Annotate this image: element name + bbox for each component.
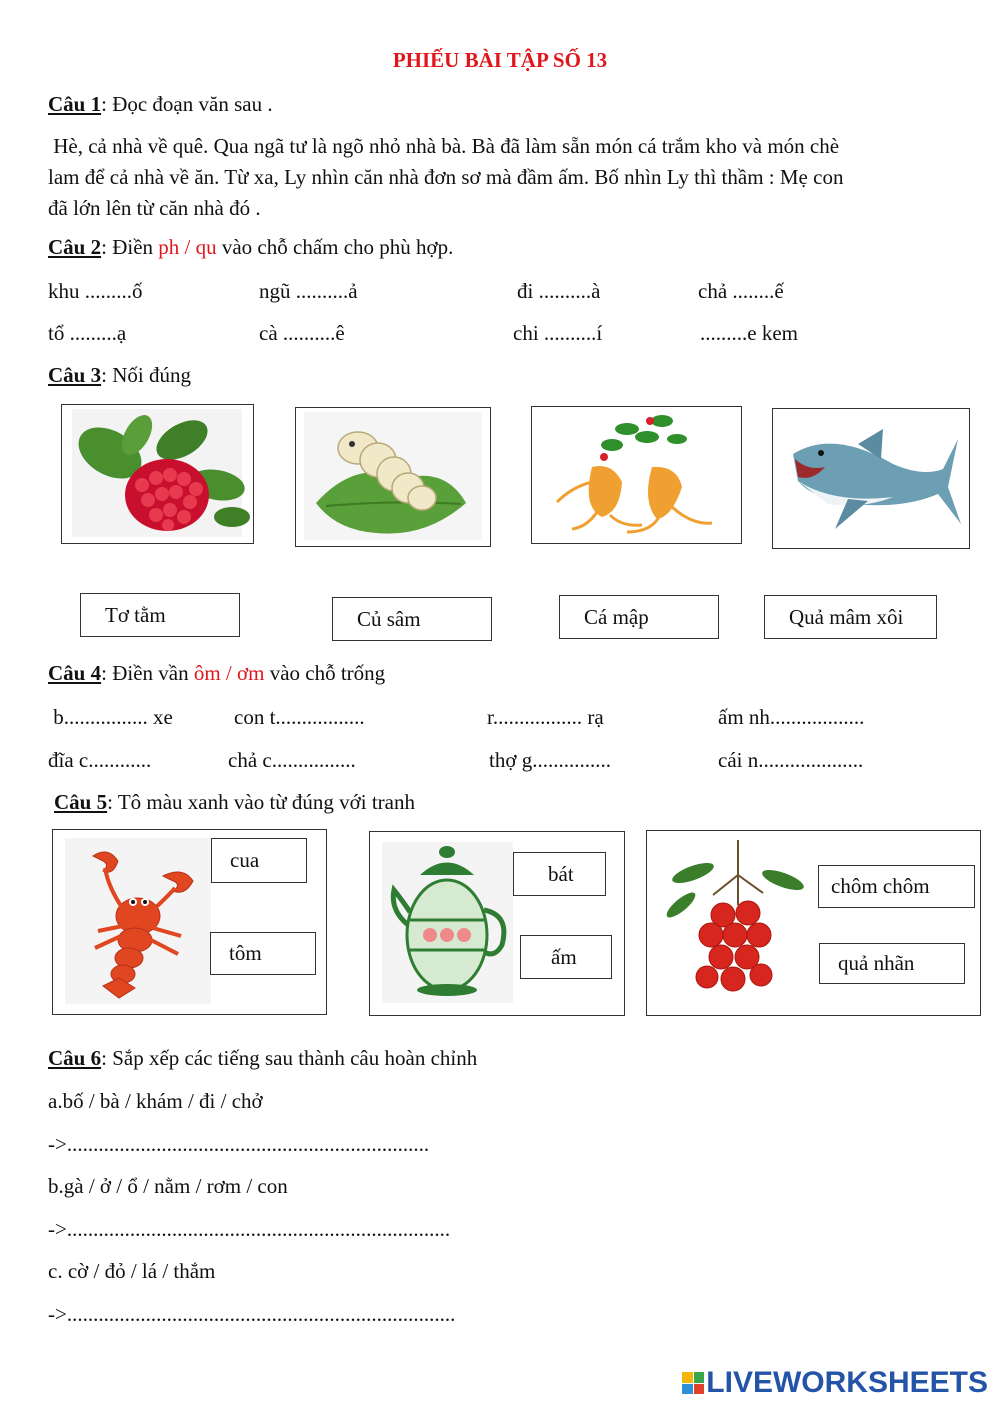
answer-line[interactable]: ->..........................................................................	[48, 1302, 456, 1326]
liveworksheets-logo	[682, 1366, 988, 1400]
rambutan-icon	[653, 835, 813, 1010]
blank-item[interactable]: r................. rạ	[487, 705, 604, 729]
word-box-cu-sam[interactable]: Củ sâm	[332, 597, 492, 641]
raspberry-icon	[62, 405, 253, 543]
liveworksheets-icon	[682, 1372, 704, 1394]
question-6-instruction: : Sắp xếp các tiếng sau thành câu hoàn chỉnh	[101, 1046, 478, 1070]
answer-line[interactable]: ->.....................................................................	[48, 1132, 430, 1156]
question-1-instruction: : Đọc đoạn văn sau .	[101, 92, 273, 116]
question-6-heading	[48, 1046, 477, 1071]
word-box-ca-map[interactable]: Cá mập	[559, 595, 719, 639]
question-2-label: Câu 2	[48, 235, 102, 259]
question-1-label: Câu 1	[48, 92, 102, 116]
blank-item[interactable]: cái n....................	[718, 748, 864, 772]
blank-item[interactable]: con t.................	[234, 705, 365, 729]
blank-item[interactable]: cà ..........ê	[259, 321, 345, 345]
option-am[interactable]: ấm	[520, 935, 612, 979]
question-2-highlight: ph / qu	[158, 235, 217, 259]
blank-item[interactable]: chả ........ế	[698, 279, 784, 303]
panel-teapot	[369, 831, 625, 1016]
page-title: PHIẾU BÀI TẬP SỐ 13	[392, 48, 608, 72]
blank-item[interactable]: thợ g...............	[489, 748, 611, 772]
question-6-label: Câu 6	[48, 1046, 102, 1070]
blank-item[interactable]: b................ xe	[48, 705, 173, 729]
panel-lobster	[52, 829, 327, 1015]
question-4-highlight: ôm / ơm	[193, 661, 265, 685]
blank-item[interactable]: chi ..........í	[513, 321, 603, 345]
shark-image[interactable]	[772, 408, 970, 549]
question-5-instruction: : Tô màu xanh vào từ đúng với tranh	[107, 790, 415, 814]
word-box-qua-mam-xoi[interactable]: Quả mâm xôi	[764, 595, 937, 639]
passage-line: lam để cả nhà về ăn. Từ xa, Ly nhìn căn nhà đơn sơ mà đầm ấm. Bố nhìn Ly thì thầm : Mẹ con	[48, 165, 844, 189]
answer-line[interactable]: ->.........................................................................	[48, 1217, 451, 1241]
silkworm-image[interactable]	[295, 407, 491, 547]
question-2-heading	[48, 235, 453, 260]
passage-line: Hè, cả nhà về quê. Qua ngã tư là ngõ nhỏ nhà bà. Bà đã làm sẵn món cá trắm kho và món chè	[48, 134, 840, 158]
question-5-heading	[54, 790, 415, 815]
question-5-label: Câu 5	[54, 790, 108, 814]
question-2-text-after: vào chỗ chấm cho phù hợp.	[216, 235, 454, 259]
blank-item[interactable]: khu .........ố	[48, 279, 143, 303]
blank-item[interactable]: đi ..........à	[517, 279, 601, 303]
question-4-text-after: vào chỗ trống	[264, 661, 386, 685]
question-4-heading	[48, 661, 385, 686]
brand-name: LIVEWORKSHEETS	[706, 1366, 988, 1399]
sentence-prompt: a.bố / bà / khám / đi / chở	[48, 1089, 263, 1113]
question-1-heading	[48, 92, 273, 117]
panel-rambutan	[646, 830, 981, 1016]
lobster-icon	[63, 836, 213, 1006]
option-qua-nhan[interactable]: quả nhãn	[819, 943, 965, 984]
blank-item[interactable]: tổ .........ạ	[48, 321, 127, 345]
blank-item[interactable]: ngũ ..........ả	[259, 279, 358, 303]
question-2-text: : Điền	[101, 235, 159, 259]
sentence-prompt: c. cờ / đỏ / lá / thắm	[48, 1259, 216, 1283]
raspberry-image[interactable]	[61, 404, 254, 544]
blank-item[interactable]: đĩa c............	[48, 748, 152, 772]
shark-icon	[773, 409, 969, 548]
option-tom[interactable]: tôm	[210, 932, 316, 975]
blank-item[interactable]: .........e kem	[700, 321, 798, 345]
reading-passage	[48, 131, 953, 224]
word-box-to-tam[interactable]: Tơ tằm	[80, 593, 240, 637]
ginseng-icon	[532, 407, 741, 543]
ginseng-image[interactable]	[531, 406, 742, 544]
option-bat[interactable]: bát	[513, 852, 606, 896]
passage-line: đã lớn lên từ căn nhà đó .	[48, 196, 261, 220]
silkworm-icon	[296, 408, 490, 546]
blank-item[interactable]: chả c................	[228, 748, 356, 772]
question-3-heading	[48, 363, 191, 388]
question-4-text: : Điền vần	[101, 661, 194, 685]
question-3-label: Câu 3	[48, 363, 102, 387]
sentence-prompt: b.gà / ở / ổ / nằm / rơm / con	[48, 1174, 288, 1198]
option-chom-chom[interactable]: chôm chôm	[818, 865, 975, 908]
question-3-instruction: : Nối đúng	[101, 363, 191, 387]
blank-item[interactable]: ấm nh..................	[718, 705, 865, 729]
question-4-label: Câu 4	[48, 661, 102, 685]
teapot-icon	[380, 840, 515, 1005]
option-cua[interactable]: cua	[211, 838, 307, 883]
